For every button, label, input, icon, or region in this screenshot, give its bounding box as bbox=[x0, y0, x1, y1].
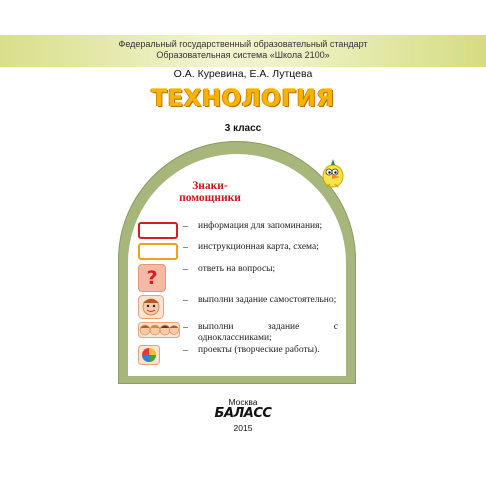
publisher-logo: БАЛАСС bbox=[214, 406, 272, 421]
legend-text: проекты (творческие работы). bbox=[198, 345, 320, 355]
publication-year: 2015 bbox=[233, 423, 253, 433]
legend-dash: – bbox=[183, 242, 188, 253]
red-frame-icon bbox=[138, 222, 178, 239]
orange-frame-icon bbox=[138, 243, 178, 260]
group-faces-icon bbox=[138, 322, 180, 338]
legend-item bbox=[136, 345, 346, 375]
standard-line-2: Образовательная система «Школа 2100» bbox=[156, 50, 330, 60]
legend-dash: – bbox=[183, 322, 188, 333]
legend-dash: – bbox=[183, 264, 188, 275]
legend-text: инструкционная карта, схема; bbox=[198, 242, 319, 252]
question-mark-icon: ? bbox=[138, 264, 166, 292]
grade-label: 3 класс bbox=[224, 123, 262, 134]
legend-item bbox=[136, 264, 346, 294]
authors: О.А. Куревина, Е.А. Лутцева bbox=[173, 68, 313, 80]
legend-dash: – bbox=[183, 221, 188, 232]
legend-heading-line1: Знаки- bbox=[192, 180, 228, 192]
book-title: ТЕХНОЛОГИЯ bbox=[151, 86, 335, 112]
legend-text: информация для запоминания; bbox=[198, 221, 323, 231]
legend-text: ответь на вопросы; bbox=[198, 264, 276, 274]
legend-dash: – bbox=[183, 345, 188, 356]
legend-heading-line2: помощники bbox=[179, 192, 241, 204]
single-face-icon bbox=[138, 295, 164, 319]
legend-text: выполни задание с одноклассниками; bbox=[198, 322, 338, 343]
bird-mascot-icon bbox=[318, 157, 348, 189]
project-icon bbox=[138, 345, 160, 365]
legend-item bbox=[136, 295, 346, 325]
publisher-city: Москва bbox=[228, 397, 258, 407]
legend-dash: – bbox=[183, 295, 188, 306]
legend-text: выполни задание самостоятельно; bbox=[198, 295, 337, 305]
standard-line-1: Федеральный государственный образовательный стандарт bbox=[118, 39, 368, 49]
legend-heading bbox=[160, 180, 260, 204]
